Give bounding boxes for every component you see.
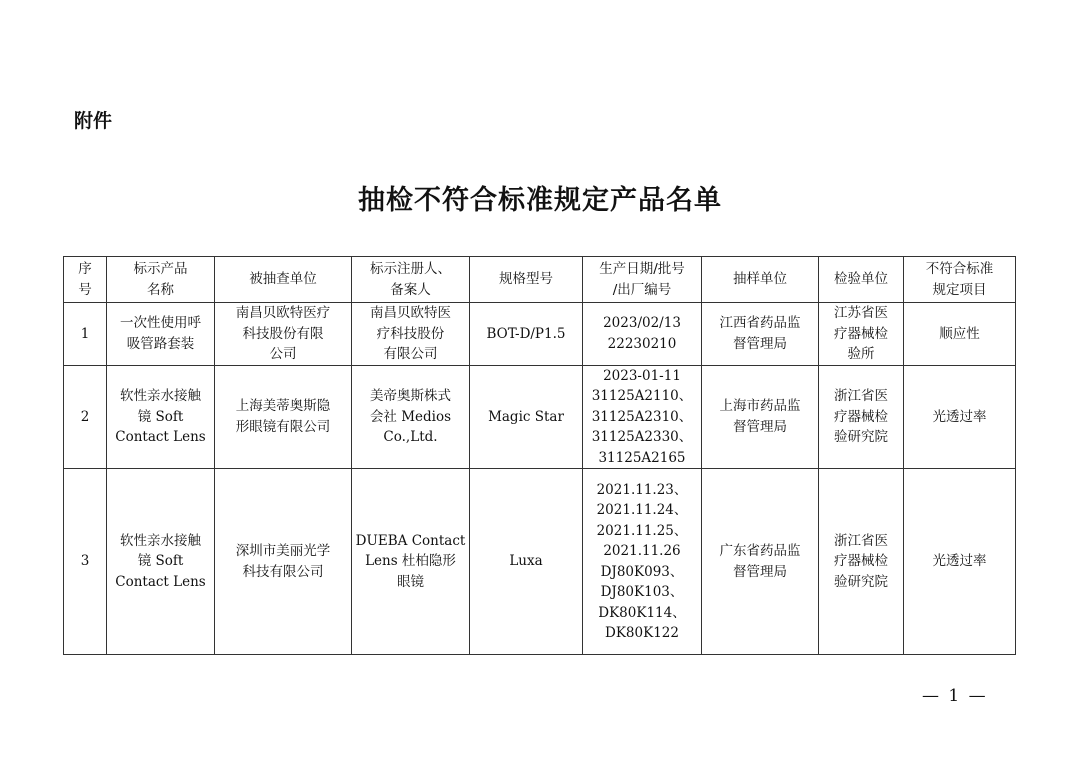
header-seq: [64, 257, 107, 303]
cell-text: 2021.11.24、: [596, 502, 688, 518]
cell-registrant: [352, 365, 470, 469]
cell-text: BOT-D/P1.5: [486, 325, 566, 342]
cell-text: Luxa: [509, 553, 543, 570]
cell-text: 督管理局: [733, 418, 787, 435]
cell-inspected-unit: [215, 365, 352, 469]
header-text: 规定项目: [932, 281, 987, 298]
cell-text: 公司: [269, 346, 297, 362]
cell-text: 督管理局: [733, 563, 787, 580]
cell-text: 疗科技股份: [376, 325, 445, 342]
cell-seq: [64, 303, 107, 366]
cell-text: 有限公司: [383, 346, 438, 362]
cell-text: 镜 Soft: [137, 408, 184, 425]
cell-text: DUEBA Contact: [355, 532, 466, 549]
cell-text: 验研究院: [834, 573, 888, 590]
cell-text: 光透过率: [932, 408, 987, 425]
cell-sampling-unit: [702, 469, 819, 655]
cell-text: 软性亲水接触: [120, 388, 201, 404]
cell-text: 2: [80, 408, 90, 425]
cell-text: 2023-01-11: [603, 367, 681, 384]
cell-registrant: [352, 469, 470, 655]
nonconforming-products-table: [63, 256, 1016, 655]
cell-nonconforming-item: [904, 365, 1016, 469]
cell-text: 镜 Soft: [137, 553, 184, 570]
cell-seq: [64, 469, 107, 655]
cell-text: Magic Star: [488, 408, 564, 425]
cell-text: 2021.11.25、: [596, 522, 688, 539]
page-number: — 1 —: [922, 686, 988, 706]
header-text: 名称: [147, 281, 174, 298]
cell-text: 南昌贝欧特医: [370, 305, 451, 321]
cell-text: 科技股份有限: [242, 325, 324, 342]
header-batch-info: [583, 257, 702, 303]
cell-batch-info: [583, 469, 702, 655]
header-registrant: [352, 257, 470, 303]
cell-testing-unit: [819, 469, 904, 655]
cell-seq: [64, 365, 107, 469]
header-text: 不符合标准: [925, 261, 994, 277]
cell-nonconforming-item: [904, 469, 1016, 655]
cell-text: 上海美蒂奥斯隐: [235, 398, 331, 415]
header-text: 备案人: [390, 281, 431, 298]
cell-text: 江苏省医: [834, 305, 888, 321]
cell-text: 形眼镜有限公司: [235, 418, 331, 435]
cell-text: 督管理局: [733, 335, 787, 352]
header-sampling-unit: [702, 257, 819, 303]
cell-text: Lens 杜柏隐形: [365, 553, 456, 570]
cell-text: 疗器械检: [834, 408, 888, 425]
table-header-row: [64, 257, 1016, 303]
cell-text: 1: [80, 325, 90, 342]
cell-text: 浙江省医: [834, 532, 888, 549]
header-text: 抽样单位: [733, 271, 787, 288]
cell-text: 科技有限公司: [242, 563, 324, 580]
page-title: 抽检不符合标准规定产品名单: [358, 185, 722, 216]
cell-text: 顺应性: [939, 325, 980, 342]
header-text: 号: [78, 281, 92, 298]
cell-text: 31125A2165: [598, 449, 686, 466]
table-body: [64, 303, 1016, 655]
cell-registrant: [352, 303, 470, 366]
cell-text: 31125A2310、: [591, 408, 693, 425]
cell-text: 验研究院: [834, 429, 888, 445]
header-nonconforming-item: [904, 257, 1016, 303]
cell-text: 3: [80, 553, 90, 570]
cell-product-name: [107, 365, 215, 469]
cell-batch-info: [583, 303, 702, 366]
cell-nonconforming-item: [904, 303, 1016, 366]
cell-text: 31125A2330、: [591, 429, 693, 445]
table-row: [64, 365, 1016, 469]
cell-text: 2021.11.23、: [596, 481, 688, 498]
cell-text: Co.,Ltd.: [383, 429, 438, 445]
cell-inspected-unit: [215, 469, 352, 655]
header-text: 生产日期/批号: [599, 261, 685, 277]
cell-text: DJ80K093、: [600, 563, 684, 580]
cell-text: 2021.11.26: [603, 543, 681, 559]
cell-text: 疗器械检: [834, 325, 888, 342]
cell-batch-info: [583, 365, 702, 469]
header-text: 标示产品: [133, 261, 188, 277]
cell-text: 深圳市美丽光学: [235, 543, 331, 559]
cell-testing-unit: [819, 303, 904, 366]
cell-text: 江西省药品监: [719, 315, 801, 332]
cell-text: 2023/02/13: [603, 315, 681, 332]
cell-text: 光透过率: [932, 553, 987, 570]
cell-text: 吸管路套装: [126, 335, 195, 352]
cell-product-name: [107, 303, 215, 366]
cell-model: [470, 469, 583, 655]
cell-text: 广东省药品监: [719, 543, 801, 559]
cell-text: 上海市药品监: [719, 398, 801, 415]
cell-text: 疗器械检: [834, 553, 888, 570]
cell-text: 软性亲水接触: [120, 532, 201, 549]
cell-sampling-unit: [702, 365, 819, 469]
header-product-name: [107, 257, 215, 303]
cell-text: 验所: [847, 346, 875, 362]
header-text: 标示注册人、: [370, 261, 451, 277]
header-text: 规格型号: [499, 271, 553, 288]
cell-model: [470, 365, 583, 469]
cell-testing-unit: [819, 365, 904, 469]
header-testing-unit: [819, 257, 904, 303]
cell-product-name: [107, 469, 215, 655]
header-model: [470, 257, 583, 303]
header-text: /出厂编号: [612, 281, 672, 298]
header-text: 被抽查单位: [249, 271, 317, 288]
cell-text: 一次性使用呼: [120, 315, 201, 332]
cell-text: 31125A2110、: [591, 388, 693, 404]
attachment-label: 附件: [74, 110, 113, 132]
header-text: 检验单位: [834, 271, 888, 288]
table-row: [64, 303, 1016, 366]
header-inspected-unit: [215, 257, 352, 303]
cell-text: DK80K114、: [598, 604, 686, 621]
cell-text: DJ80K103、: [600, 584, 684, 600]
cell-model: [470, 303, 583, 366]
cell-text: 会社 Medios: [369, 408, 452, 425]
cell-inspected-unit: [215, 303, 352, 366]
table-row: [64, 469, 1016, 655]
cell-text: 浙江省医: [834, 388, 888, 404]
cell-text: 眼镜: [397, 573, 424, 590]
cell-text: Contact Lens: [115, 573, 206, 590]
header-text: 序: [78, 261, 92, 277]
cell-text: 22230210: [607, 335, 677, 352]
cell-sampling-unit: [702, 303, 819, 366]
cell-text: DK80K122: [605, 625, 679, 641]
cell-text: 美帝奥斯株式: [370, 388, 451, 404]
cell-text: 南昌贝欧特医疗: [235, 305, 331, 321]
cell-text: Contact Lens: [115, 429, 206, 445]
